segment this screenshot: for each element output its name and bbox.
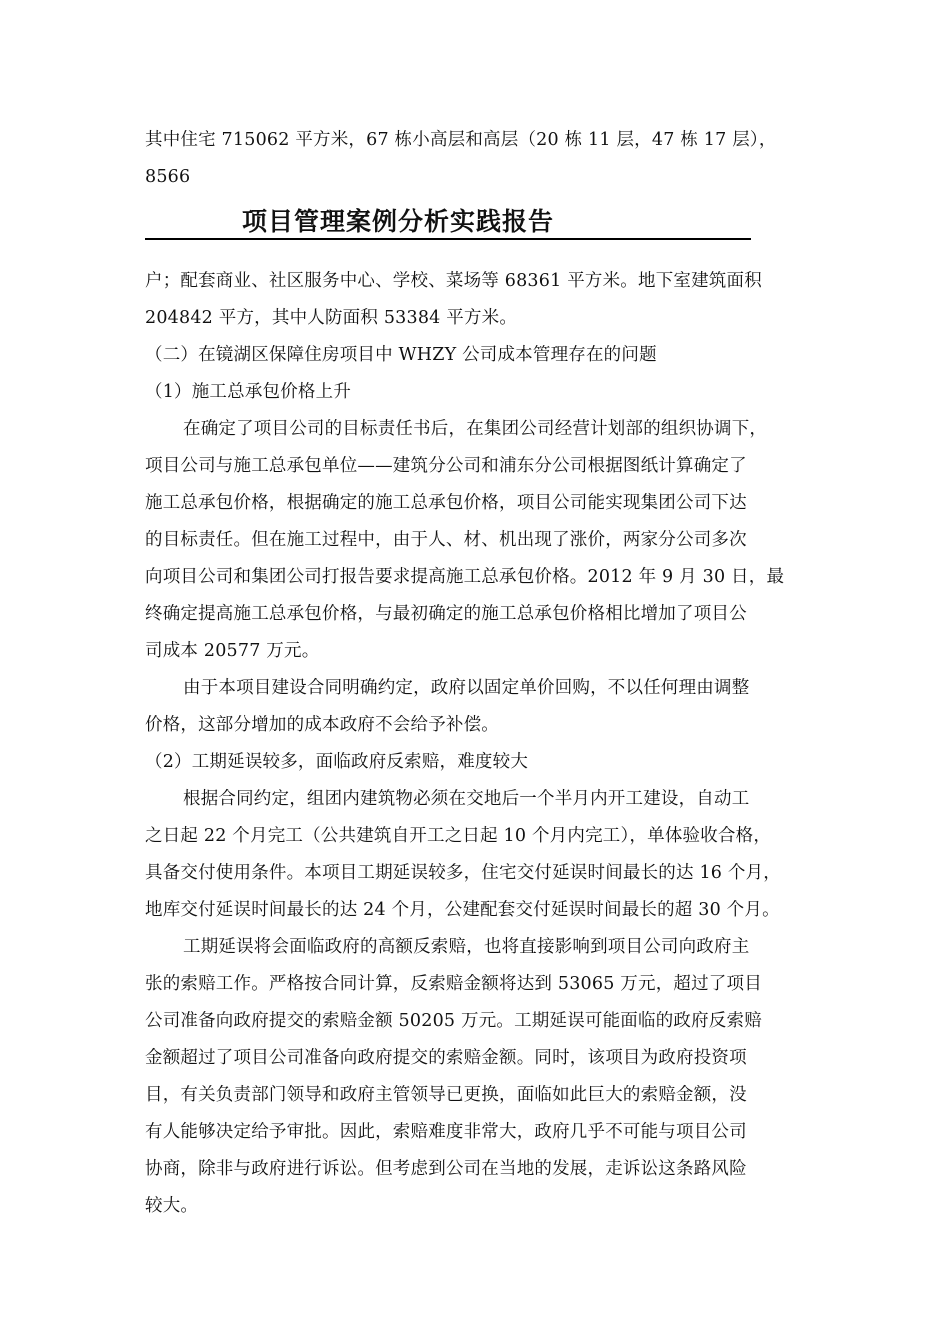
text-line: 地库交付延误时间最长的达 24 个月，公建配套交付延误时间最长的超 30 个月。 <box>145 900 780 920</box>
text-line: 向项目公司和集团公司打报告要求提高施工总承包价格。2012 年 9 月 30 日，最 <box>145 567 785 587</box>
paragraph-first-line: 根据合同约定，组团内建筑物必须在交地后一个半月内开工建设，自动工 <box>183 789 750 809</box>
text-line: 204842 平方，其中人防面积 53384 平方米。 <box>145 308 518 328</box>
text-line: 具备交付使用条件。本项目工期延误较多，住宅交付延误时间最长的达 16 个月， <box>145 863 781 883</box>
paragraph-first-line: 在确定了项目公司的目标责任书后，在集团公司经营计划部的组织协调下， <box>183 419 768 439</box>
text-line: 终确定提高施工总承包价格，与最初确定的施工总承包价格相比增加了项目公 <box>145 604 747 624</box>
text-line: 金额超过了项目公司准备向政府提交的索赔金额。同时，该项目为政府投资项 <box>145 1048 747 1068</box>
text-line: 其中住宅 715062 平方米，67 栋小高层和高层（20 栋 11 层，47 栋 17 层）， <box>145 130 777 150</box>
section-heading: （二）在镜湖区保障住房项目中 WHZY 公司成本管理存在的问题 <box>145 345 657 365</box>
subsection-heading: （1）施工总承包价格上升 <box>145 382 352 402</box>
subsection-heading: （2）工期延误较多，面临政府反索赔，难度较大 <box>145 752 529 772</box>
text-line: 价格，这部分增加的成本政府不会给予补偿。 <box>145 715 499 735</box>
text-line: 公司准备向政府提交的索赔金额 50205 万元。工期延误可能面临的政府反索赔 <box>145 1011 762 1031</box>
text-line: 协商，除非与政府进行诉讼。但考虑到公司在当地的发展，走诉讼这条路风险 <box>145 1159 747 1179</box>
paragraph-first-line: 工期延误将会面临政府的高额反索赔，也将直接影响到项目公司向政府主 <box>183 937 750 957</box>
paragraph-first-line: 由于本项目建设合同明确约定，政府以固定单价回购，不以任何理由调整 <box>183 678 750 698</box>
text-line: 较大。 <box>145 1196 199 1216</box>
text-line: 目，有关负责部门领导和政府主管领导已更换，面临如此巨大的索赔金额，没 <box>145 1085 747 1105</box>
text-line: 的目标责任。但在施工过程中，由于人、材、机出现了涨价，两家分公司多次 <box>145 530 747 550</box>
page-title: 项目管理案例分析实践报告 <box>242 207 555 236</box>
text-line: 项目公司与施工总承包单位——建筑分公司和浦东分公司根据图纸计算确定了 <box>145 456 747 476</box>
text-line: 之日起 22 个月完工（公共建筑自开工之日起 10 个月内完工），单体验收合格， <box>145 826 772 846</box>
text-line: 施工总承包价格，根据确定的施工总承包价格，项目公司能实现集团公司下达 <box>145 493 747 513</box>
text-line: 有人能够决定给予审批。因此，索赔难度非常大，政府几乎不可能与项目公司 <box>145 1122 747 1142</box>
title-underline <box>145 206 751 240</box>
text-line: 张的索赔工作。严格按合同计算，反索赔金额将达到 53065 万元，超过了项目 <box>145 974 762 994</box>
text-line: 户；配套商业、社区服务中心、学校、菜场等 68361 平方米。地下室建筑面积 <box>145 271 762 291</box>
text-line: 8566 <box>145 167 191 187</box>
text-line: 司成本 20577 万元。 <box>145 641 320 661</box>
